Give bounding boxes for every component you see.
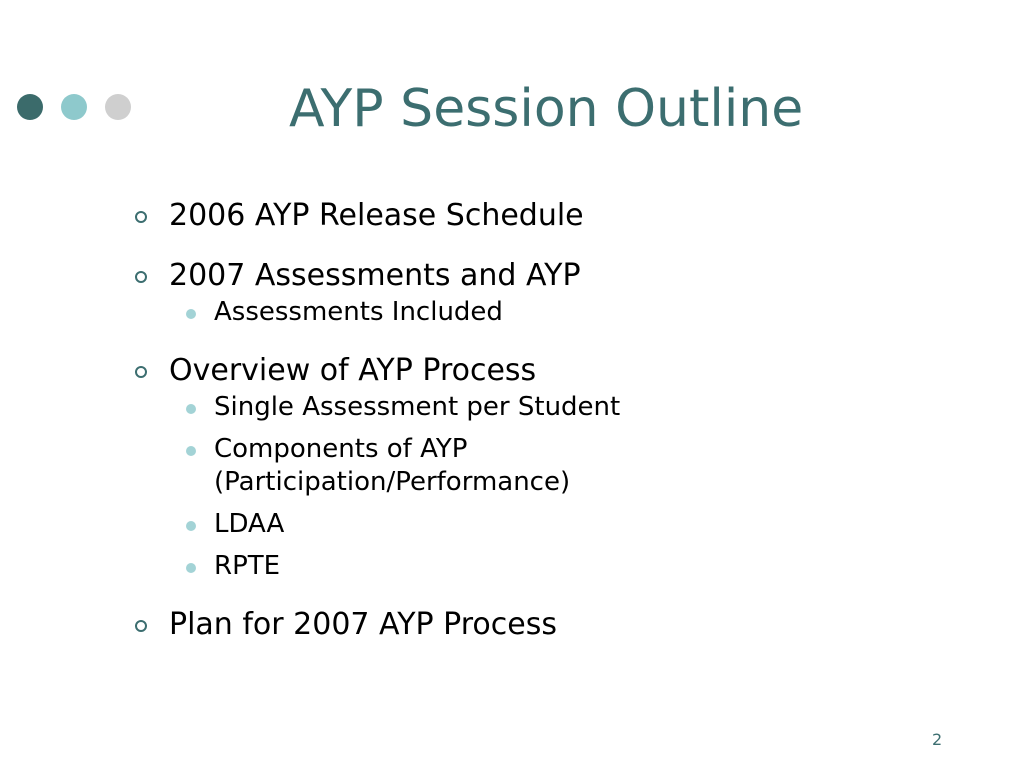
outline-item-text: Plan for 2007 AYP Process: [169, 607, 557, 642]
dot-bullet-icon: [186, 404, 196, 414]
slide-title: AYP Session Outline: [289, 79, 804, 139]
outline-list: [132, 196, 952, 645]
decorative-dots: [17, 94, 131, 120]
outline-item: [132, 196, 952, 236]
outline-subitem-text: RPTE: [214, 551, 281, 581]
light-teal-dot-icon: [61, 94, 87, 120]
outline-item: [132, 605, 952, 645]
ring-bullet-icon: [135, 366, 147, 378]
outline-subitem: [132, 550, 952, 583]
outline-item-text: 2006 AYP Release Schedule: [169, 198, 584, 233]
outline-subitem: [132, 391, 952, 424]
outline-subitem: [132, 433, 952, 499]
ring-bullet-icon: [135, 620, 147, 632]
outline-subitem-text: Assessments Included: [214, 297, 503, 327]
outline-subitem: [132, 296, 952, 329]
outline-item-text: 2007 Assessments and AYP: [169, 258, 581, 293]
dark-teal-dot-icon: [17, 94, 43, 120]
outline-item: [132, 351, 952, 391]
outline-subitem-text: Components of AYP: [214, 434, 468, 464]
outline-item-text: Overview of AYP Process: [169, 353, 537, 388]
dot-bullet-icon: [186, 309, 196, 319]
ring-bullet-icon: [135, 271, 147, 283]
dot-bullet-icon: [186, 563, 196, 573]
outline-subitem-text-continued: (Participation/Performance): [214, 467, 571, 497]
dot-bullet-icon: [186, 446, 196, 456]
gray-dot-icon: [105, 94, 131, 120]
outline-subitem-text: LDAA: [214, 509, 285, 539]
dot-bullet-icon: [186, 521, 196, 531]
ring-bullet-icon: [135, 211, 147, 223]
page-number: 2: [932, 730, 943, 749]
outline-item: [132, 256, 952, 296]
outline-subitem-text: Single Assessment per Student: [214, 392, 621, 422]
outline-subitem: [132, 508, 952, 541]
